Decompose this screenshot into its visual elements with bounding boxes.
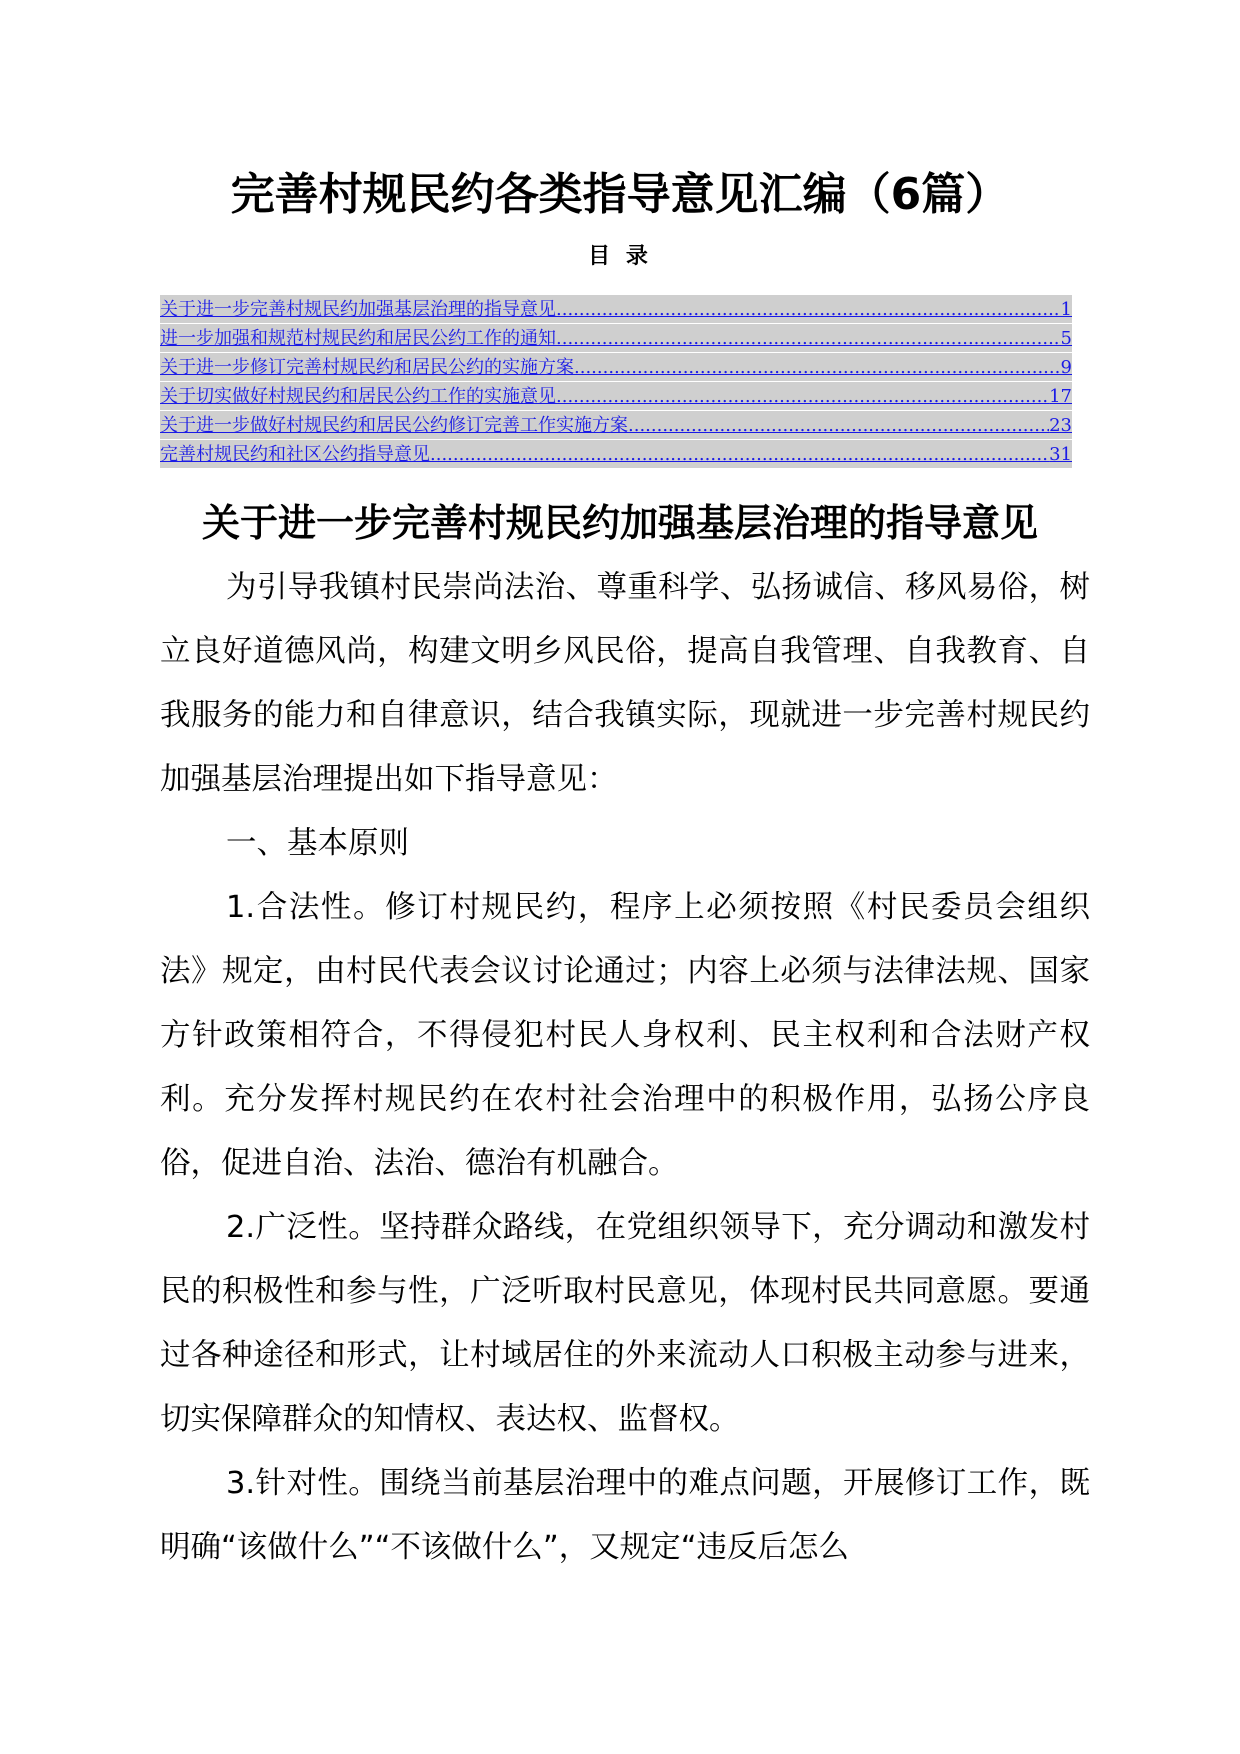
paragraph-heading-principles: 一、基本原则 xyxy=(226,826,409,861)
toc-entry-4[interactable] xyxy=(160,382,1072,411)
document-title: 完善村规民约各类指导意见汇编（6篇） xyxy=(230,169,1010,220)
toc-entry-page: 31 xyxy=(1049,444,1072,465)
paragraph-breadth: 2.广泛性。坚持群众路线，在党组织领导下，充分调动和激发村民的积极性和参与性，广泛听取村民意见，体现村民共同意愿。要通过各种途径和形式，让村域居住的外来流动人口积极主动参与进来，切实保障群众的知情权、表达权、监督权。 xyxy=(160,1210,1090,1437)
toc-entry-title: 关于切实做好村规民约和居民公约工作的实施意见 xyxy=(160,386,556,407)
toc-entry-3[interactable] xyxy=(160,353,1072,382)
toc-dot-leader xyxy=(556,328,1061,350)
toc-entry-page: 9 xyxy=(1060,357,1072,378)
toc-entry-2[interactable] xyxy=(160,324,1072,353)
table-of-contents xyxy=(160,295,1072,469)
section-title: 关于进一步完善村规民约加强基层治理的指导意见 xyxy=(201,501,1038,545)
toc-heading: 目 录 xyxy=(588,244,652,269)
toc-dot-leader xyxy=(430,444,1049,466)
toc-entry-title: 关于进一步修订完善村规民约和居民公约的实施方案 xyxy=(160,357,574,378)
toc-entry-title: 关于进一步做好村规民约和居民公约修订完善工作实施方案 xyxy=(160,415,628,436)
toc-entry-page: 17 xyxy=(1049,386,1072,407)
toc-dot-leader xyxy=(556,386,1049,408)
paragraph-intro: 为引导我镇村民崇尚法治、尊重科学、弘扬诚信、移风易俗，树立良好道德风尚，构建文明乡风民俗，提高自我管理、自我教育、自我服务的能力和自律意识，结合我镇实际，现就进一步完善村规民约加强基层治理提出如下指导意见： xyxy=(160,570,1090,797)
toc-entry-title: 进一步加强和规范村规民约和居民公约工作的通知 xyxy=(160,328,556,349)
paragraph-legality: 1.合法性。修订村规民约，程序上必须按照《村民委员会组织法》规定，由村民代表会议讨论通过；内容上必须与法律法规、国家方针政策相符合，不得侵犯村民人身权利、民主权利和合法财产权利。充分发挥村规民约在农村社会治理中的积极作用，弘扬公序良俗，促进自治、法治、德治有机融合。 xyxy=(160,890,1090,1181)
toc-entry-page: 23 xyxy=(1049,415,1072,436)
toc-entry-1[interactable] xyxy=(160,295,1072,324)
toc-entry-6[interactable] xyxy=(160,440,1072,469)
paragraph-pertinence: 3.针对性。围绕当前基层治理中的难点问题，开展修订工作，既明确“该做什么”“不该做什么”，又规定“违反后怎么 xyxy=(160,1466,1090,1565)
toc-entry-page: 5 xyxy=(1060,328,1072,349)
toc-entry-5[interactable] xyxy=(160,411,1072,440)
toc-entry-title: 关于进一步完善村规民约加强基层治理的指导意见 xyxy=(160,299,556,320)
body-text xyxy=(160,556,1090,1580)
toc-dot-leader xyxy=(628,415,1049,437)
toc-entry-title: 完善村规民约和社区公约指导意见 xyxy=(160,444,430,465)
toc-dot-leader xyxy=(556,299,1061,321)
toc-entry-page: 1 xyxy=(1060,299,1072,320)
toc-dot-leader xyxy=(574,357,1061,379)
